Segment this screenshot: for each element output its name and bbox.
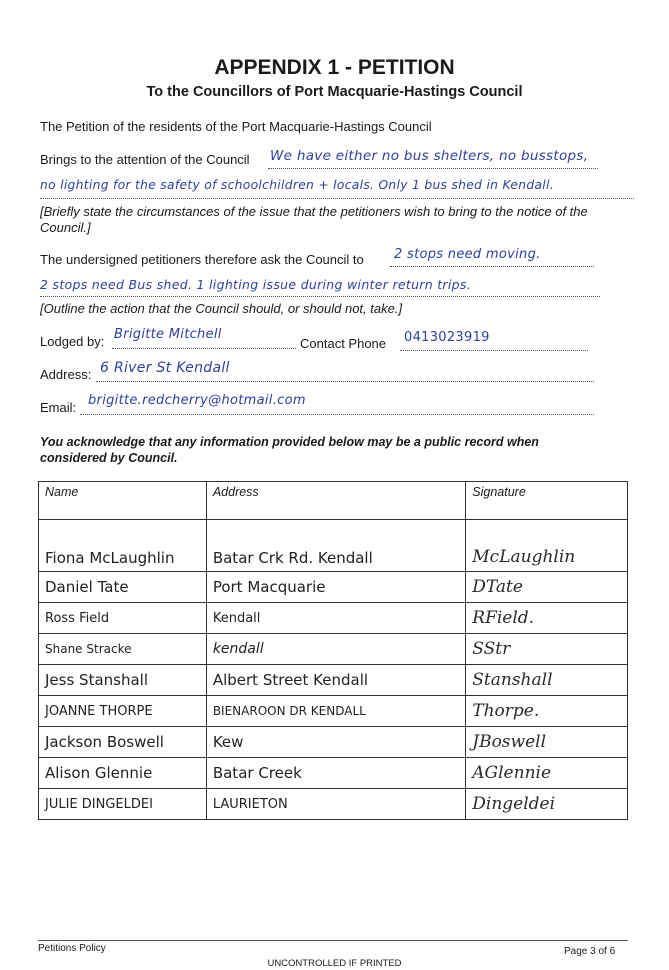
ask-hint: [Outline the action that the Council should, or should not, take.] [40,301,403,316]
signer-name: Ross Field [39,603,207,634]
page-subtitle: To the Councillors of Port Macquarie-Hastings Council [146,84,523,100]
signature-table [38,481,628,820]
signer-name: Alison Glennie [39,758,207,789]
signer-name: Daniel Tate [39,572,207,603]
attention-handwritten-1: We have either no bus shelters, no busstops, [270,148,589,164]
lodged-by-label: Lodged by: [40,334,105,349]
email-value: brigitte.redcherry@hotmail.com [88,393,306,408]
signer-address: LAURIETON [206,789,465,820]
signer-signature: McLaughlin [466,520,628,572]
column-header-name: Name [39,482,207,520]
attention-line-2-dots [40,198,634,199]
attention-label: Brings to the attention of the Council [40,152,250,167]
signer-address: Batar Crk Rd. Kendall [206,520,465,572]
signer-signature: JBoswell [466,727,628,758]
table-row [39,789,628,820]
signer-signature: Thorpe. [466,696,628,727]
footer-uncontrolled-notice: UNCONTROLLED IF PRINTED [267,958,402,969]
attention-hint: [Briefly state the circumstances of the issue that the petitioners wish to bring to the notice of the Council.] [40,204,588,235]
public-record-notice: You acknowledge that any information provided below may be a public record when considered by Council. [40,435,539,465]
attention-handwritten-2: no lighting for the safety of schoolchildren + locals. Only 1 bus shed in Kendall. [40,178,554,192]
contact-phone-dots [400,350,588,351]
contact-phone-label: Contact Phone [300,336,387,351]
table-row [39,634,628,665]
table-header-row [39,482,628,520]
footer-divider [38,940,628,941]
address-value: 6 River St Kendall [100,360,230,376]
signer-signature: AGlennie [466,758,628,789]
table-row [39,520,628,572]
lodged-by-dots [112,348,296,349]
table-row [39,696,628,727]
table-row [39,727,628,758]
signer-signature: Stanshall [466,665,628,696]
ask-line-2-dots [40,296,600,297]
signer-signature: DTate [466,572,628,603]
petition-intro: The Petition of the residents of the Port Macquarie-Hastings Council [40,119,432,134]
table-row [39,758,628,789]
ask-handwritten-2: 2 stops need Bus shed. 1 lighting issue during winter return trips. [40,277,471,292]
ask-label: The undersigned petitioners therefore ask the Council to [40,252,364,267]
signer-name: Jackson Boswell [39,727,207,758]
ask-line-1-dots [390,266,594,267]
signer-address: Batar Creek [206,758,465,789]
ask-handwritten-1: 2 stops need moving. [394,247,541,262]
signer-address: Kendall [206,603,465,634]
footer-page-number: Page 3 of 6 [564,946,616,957]
address-dots [96,381,594,382]
footer-policy-name: Petitions Policy [38,943,106,954]
column-header-address: Address [206,482,465,520]
contact-phone-value: 0413023919 [404,330,490,345]
signer-signature: SStr [466,634,628,665]
signer-name: Fiona McLaughlin [39,520,207,572]
signer-name: JULIE DINGELDEI [39,789,207,820]
email-label: Email: [40,400,77,415]
signer-signature: RField. [466,603,628,634]
table-row [39,665,628,696]
signer-address: kendall [206,634,465,665]
signer-name: JOANNE THORPE [39,696,207,727]
signer-address: Albert Street Kendall [206,665,465,696]
signer-address: Port Macquarie [206,572,465,603]
signer-address: Kew [206,727,465,758]
lodged-by-value: Brigitte Mitchell [114,327,222,342]
address-label: Address: [40,367,92,382]
table-row [39,603,628,634]
attention-line-1-dots [268,168,598,169]
page-title: APPENDIX 1 - PETITION [214,56,455,79]
signer-name: Shane Stracke [39,634,207,665]
signer-name: Jess Stanshall [39,665,207,696]
email-dots [80,414,594,415]
signer-address: BIENAROON DR KENDALL [206,696,465,727]
table-row [39,572,628,603]
column-header-signature: Signature [466,482,628,520]
signer-signature: Dingeldei [466,789,628,820]
